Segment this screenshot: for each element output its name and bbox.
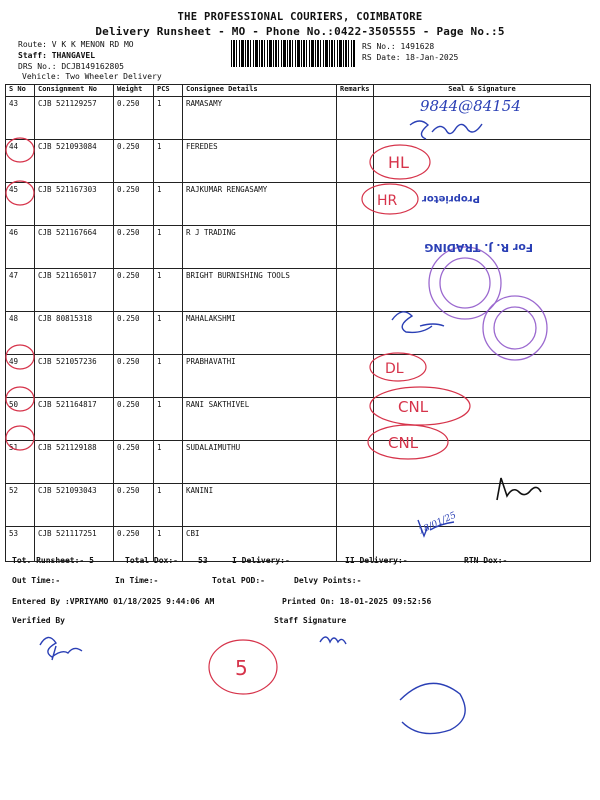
- row-pcs: 1: [154, 183, 183, 226]
- row-weight: 0.250: [114, 140, 154, 183]
- runsheet-table: [5, 84, 591, 562]
- total-dox-value: 53: [198, 556, 208, 565]
- delvy-points-label: Delvy Points:-: [294, 576, 362, 585]
- row-pcs: 1: [154, 226, 183, 269]
- row-remarks: [337, 97, 374, 140]
- row-pcs: 1: [154, 441, 183, 484]
- row-sno: 43: [6, 97, 35, 140]
- row-sno: 47: [6, 269, 35, 312]
- tot-runsheet: Tot. Runsheet:- 5: [12, 556, 94, 565]
- row-sno: 53: [6, 527, 35, 562]
- row-signature: [374, 312, 591, 355]
- barcode: [231, 40, 355, 67]
- table-row: [6, 183, 591, 226]
- row-consignment: CJB 521117251: [35, 527, 114, 562]
- row-sno: 50: [6, 398, 35, 441]
- row-consignee: RAMASAMY: [183, 97, 337, 140]
- row-consignee: R J TRADING: [183, 226, 337, 269]
- row-remarks: [337, 355, 374, 398]
- col-pcs: PCS: [154, 85, 183, 97]
- remark-hr: HR: [377, 193, 398, 209]
- row-signature: [374, 398, 591, 441]
- row-remarks: [337, 398, 374, 441]
- table-header-row: [6, 85, 591, 97]
- row-consignment: CJB 521164817: [35, 398, 114, 441]
- staff-signature-label: Staff Signature: [274, 616, 347, 625]
- row-pcs: 1: [154, 97, 183, 140]
- row-pcs: 1: [154, 140, 183, 183]
- table-row: [6, 226, 591, 269]
- in-time-label: In Time:-: [115, 576, 159, 585]
- row-consignment: CJB 521093084: [35, 140, 114, 183]
- row-signature: [374, 441, 591, 484]
- row-sno: 51: [6, 441, 35, 484]
- row-pcs: 1: [154, 312, 183, 355]
- row-weight: 0.250: [114, 484, 154, 527]
- col-remarks: Remarks: [337, 85, 374, 97]
- row-consignment: CJB 521165017: [35, 269, 114, 312]
- total-dox-label: Total Dox:-: [125, 556, 178, 565]
- row-remarks: [337, 226, 374, 269]
- route-label: Route: V K K MENON RD MO: [18, 40, 134, 49]
- row-signature: [374, 140, 591, 183]
- table-row: [6, 355, 591, 398]
- col-sno: S No: [6, 85, 35, 97]
- row-pcs: 1: [154, 527, 183, 562]
- phone-note: 9844@84154: [420, 97, 521, 115]
- row-signature: [374, 269, 591, 312]
- row-sno: 46: [6, 226, 35, 269]
- row-consignee: CBI: [183, 527, 337, 562]
- row-signature: [374, 226, 591, 269]
- row-consignee: SUDALAIMUTHU: [183, 441, 337, 484]
- row-signature: [374, 484, 591, 527]
- row-remarks: [337, 484, 374, 527]
- remark-cnl-2: CNL: [388, 434, 419, 452]
- row-consignment: CJB 521093043: [35, 484, 114, 527]
- rs-number: RS No.: 1491628: [362, 42, 435, 51]
- stamp-proprietor: Proprietor: [421, 193, 480, 204]
- row-weight: 0.250: [114, 183, 154, 226]
- row-sno: 44: [6, 140, 35, 183]
- table-row: [6, 269, 591, 312]
- row-remarks: [337, 312, 374, 355]
- vehicle-label: Vehicle: Two Wheeler Delivery: [22, 72, 162, 81]
- row-pcs: 1: [154, 484, 183, 527]
- row-consignee: RAJKUMAR RENGASAMY: [183, 183, 337, 226]
- signature-icon: [320, 637, 346, 644]
- table-row: [6, 484, 591, 527]
- row-consignee: MAHALAKSHMI: [183, 312, 337, 355]
- row-consignment: CJB 521129257: [35, 97, 114, 140]
- row-pcs: 1: [154, 398, 183, 441]
- row-signature: [374, 183, 591, 226]
- row-remarks: [337, 441, 374, 484]
- company-name: THE PROFESSIONAL COURIERS, COIMBATORE: [177, 11, 423, 23]
- entered-by: Entered By :VPRIYAMO 01/18/2025 9:44:06 AM: [12, 597, 215, 606]
- row-consignee: PRABHAVATHI: [183, 355, 337, 398]
- row-signature: [374, 97, 591, 140]
- row-weight: 0.250: [114, 226, 154, 269]
- printed-on: Printed On: 18-01-2025 09:52:56: [282, 597, 432, 606]
- remark-cnl-1: CNL: [398, 398, 429, 416]
- row-pcs: 1: [154, 269, 183, 312]
- row-weight: 0.250: [114, 269, 154, 312]
- row-sno: 45: [6, 183, 35, 226]
- remark-dl: DL: [385, 361, 404, 377]
- row-weight: 0.250: [114, 441, 154, 484]
- stamp-rj-trading: For R. J. TRADING: [424, 241, 533, 254]
- row-remarks: [337, 183, 374, 226]
- row-pcs: 1: [154, 355, 183, 398]
- row-consignment: CJB 521167664: [35, 226, 114, 269]
- col-seal-signature: Seal & Signature: [374, 85, 591, 97]
- verified-by-label: Verified By: [12, 616, 65, 625]
- total-pod-label: Total POD:-: [212, 576, 265, 585]
- row-consignment: CJB 521057236: [35, 355, 114, 398]
- row-consignee: FEREDES: [183, 140, 337, 183]
- row-remarks: [337, 140, 374, 183]
- row-weight: 0.250: [114, 398, 154, 441]
- col-consignee: Consignee Details: [183, 85, 337, 97]
- count-circled: 5: [235, 656, 248, 680]
- row-weight: 0.250: [114, 97, 154, 140]
- rs-date: RS Date: 18-Jan-2025: [362, 53, 459, 62]
- row-weight: 0.250: [114, 527, 154, 562]
- row-signature: [374, 355, 591, 398]
- stamp-smudge-icon: [400, 683, 465, 733]
- row-consignee: KANINI: [183, 484, 337, 527]
- rtn-dox-label: RTN Dox:-: [464, 556, 508, 565]
- i-delivery-label: I Delivery:-: [232, 556, 290, 565]
- remark-hl: HL: [388, 153, 409, 172]
- row-consignee: BRIGHT BURNISHING TOOLS: [183, 269, 337, 312]
- row-consignment: CJB 80815318: [35, 312, 114, 355]
- row-weight: 0.250: [114, 355, 154, 398]
- table-row: [6, 441, 591, 484]
- count-circle-icon: [209, 640, 277, 694]
- row-consignment: CJB 521129188: [35, 441, 114, 484]
- runsheet-title: Delivery Runsheet - MO - Phone No.:0422-3505555 - Page No.:5: [95, 25, 505, 38]
- table-row: [6, 398, 591, 441]
- col-consignment: Consignment No: [35, 85, 114, 97]
- row-weight: 0.250: [114, 312, 154, 355]
- row-sno: 49: [6, 355, 35, 398]
- ii-delivery-label: II Delivery:-: [345, 556, 408, 565]
- row-remarks: [337, 269, 374, 312]
- date-note: 18/01/25: [417, 510, 458, 537]
- row-sno: 52: [6, 484, 35, 527]
- col-weight: Weight: [114, 85, 154, 97]
- staff-label: Staff: THANGAVEL: [18, 51, 96, 60]
- drs-number: DRS No.: DCJB149162805: [18, 62, 124, 71]
- row-consignment: CJB 521167303: [35, 183, 114, 226]
- table-row: [6, 97, 591, 140]
- table-row: [6, 140, 591, 183]
- table-row: [6, 312, 591, 355]
- signature-icon: [40, 637, 82, 660]
- row-consignee: RANI SAKTHIVEL: [183, 398, 337, 441]
- out-time-label: Out Time:-: [12, 576, 61, 585]
- row-sno: 48: [6, 312, 35, 355]
